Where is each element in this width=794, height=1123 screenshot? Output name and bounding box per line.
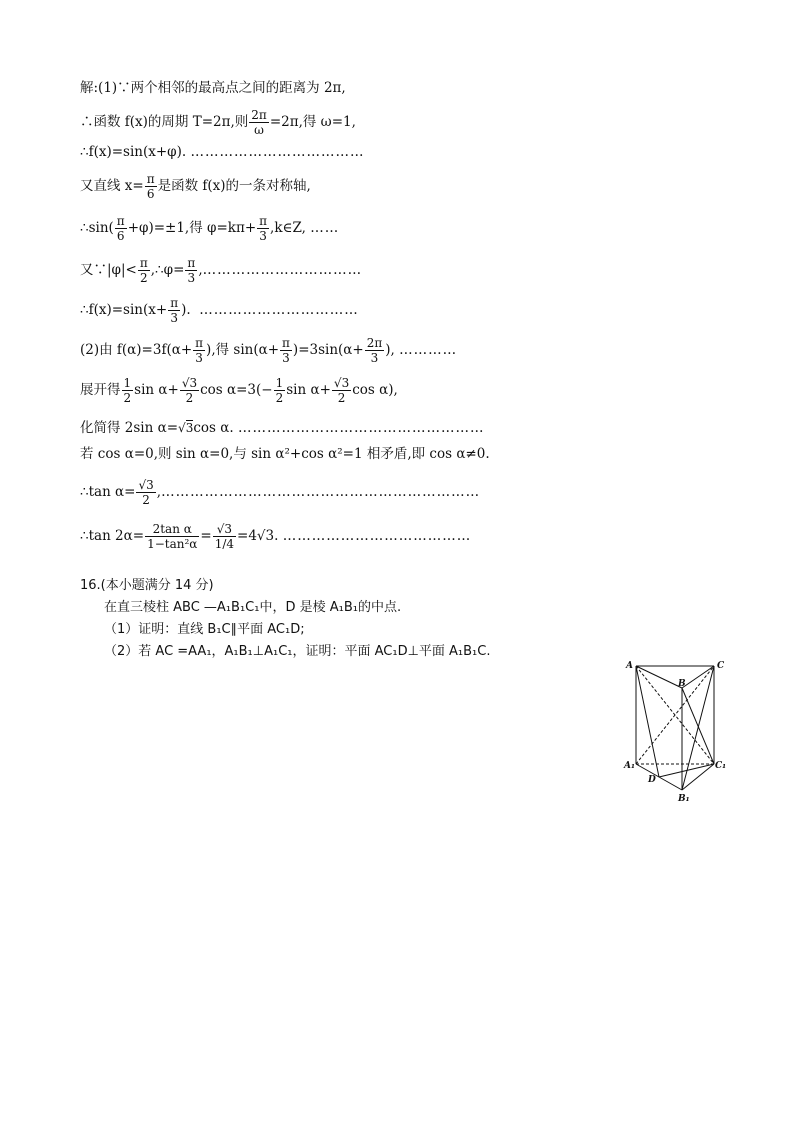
label-b: B [678, 679, 686, 689]
solution-line-12: ∴tan α= $\frac{√3}{2}$ ,………………………………………………………… [80, 478, 481, 507]
fraction: $\frac{2\pi}{\omega}$ [251, 108, 267, 137]
solution-line-8: (2)由 f(α)=3f(α+ $\frac{\pi}{3}$ ),得 sin(α+ $\frac{\pi}{3}$ )=3sin(α+ $\frac{2\pi}{3}$ ), ………… [80, 336, 458, 365]
label-c: C [717, 661, 725, 671]
solution-line-5: ∴sin( $\frac{\pi}{6}$ +φ)=±1,得 φ=kπ+ $\frac{\pi}{3}$ ,k∈Z, …… [80, 214, 340, 243]
solution-line-13: ∴tan 2α= $\frac{\text{2tan α}}{\text{1−tan²α}}$ = $\frac{√3}{1/4}$ =4√3. ………………………………… [80, 522, 472, 551]
label-a1: A₁ [624, 761, 635, 771]
label-a: A [626, 661, 633, 671]
solution-line-2: ∴函数 f(x)的周期 T=2π,则 $\frac{2\pi}{\omega}$ =2π,得 ω=1, [80, 108, 356, 137]
solution-line-11: 若 cos α=0,则 sin α=0,与 sin α²+cos α²=1 相矛盾,即 cos α≠0. [80, 446, 490, 462]
problem-16-part-2: （2）若 AC =AA₁，A₁B₁⊥A₁C₁，证明：平面 AC₁D⊥平面 A₁B₁C. [104, 644, 491, 659]
problem-16-header: 16.(本小题满分 14 分) [80, 578, 214, 593]
problem-16-part-1: （1）证明：直线 B₁C∥平面 AC₁D; [104, 622, 305, 637]
problem-16-stem: 在直三棱柱 ABC —A₁B₁C₁中，D 是棱 A₁B₁的中点. [104, 600, 402, 615]
solution-line-7: ∴f(x)=sin(x+ $\frac{\pi}{3}$ ). …………………………… [80, 296, 359, 325]
label-c1: C₁ [715, 761, 727, 771]
solution-line-6: 又∵|φ|< $\frac{\pi}{2}$ ,∴φ= $\frac{\pi}{3}$ ,…………………………… [80, 256, 363, 285]
solution-line-10: 化简得 2sin α=√3cos α. …………………………………………… [80, 420, 485, 436]
label-d: D [648, 775, 656, 785]
solution-line-4: 又直线 x= $\frac{\pi}{6}$ 是函数 f(x)的一条对称轴, [80, 172, 311, 201]
prism-figure [622, 656, 732, 806]
solution-line-3: ∴f(x)=sin(x+φ). ……………………………… [80, 144, 365, 160]
solution-line-1: 解:(1)∵两个相邻的最高点之间的距离为 2π, [80, 80, 346, 96]
score-dots: ……………………………… [190, 144, 365, 160]
solution-line-9: 展开得 $\frac{1}{2}$ sin α+ $\frac{√3}{2}$ cos α=3(− $\frac{1}{2}$ sin α+ $\frac{√3}{2}$ cos α), [80, 376, 398, 405]
label-b1: B₁ [678, 794, 690, 804]
